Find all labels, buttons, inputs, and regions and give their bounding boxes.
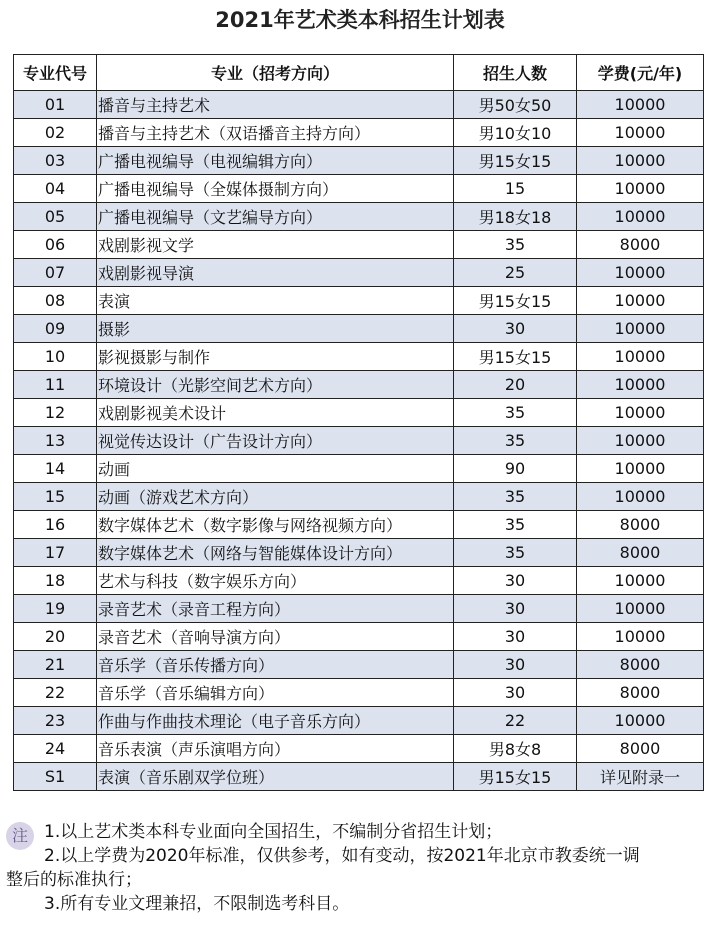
table-header-row xyxy=(14,55,704,91)
table-row xyxy=(14,763,704,791)
cell-code: 05 xyxy=(14,203,97,231)
cell-tuition: 10000 xyxy=(577,315,704,343)
cell-major: 视觉传达设计（广告设计方向） xyxy=(97,427,454,455)
cell-quota: 男15女15 xyxy=(454,287,577,315)
cell-code: 06 xyxy=(14,231,97,259)
cell-code: 19 xyxy=(14,595,97,623)
cell-code: 16 xyxy=(14,511,97,539)
cell-major: 广播电视编导（全媒体摄制方向） xyxy=(97,175,454,203)
cell-major: 音乐学（音乐传播方向） xyxy=(97,651,454,679)
cell-tuition: 10000 xyxy=(577,427,704,455)
cell-tuition: 8000 xyxy=(577,679,704,707)
header-code: 专业代号 xyxy=(14,55,97,91)
cell-code: 11 xyxy=(14,371,97,399)
table-row xyxy=(14,483,704,511)
cell-major: 播音与主持艺术 xyxy=(97,91,454,119)
enrollment-table xyxy=(13,54,704,791)
cell-quota: 男15女15 xyxy=(454,147,577,175)
table-row xyxy=(14,287,704,315)
cell-code: 03 xyxy=(14,147,97,175)
cell-tuition: 详见附录一 xyxy=(577,763,704,791)
cell-tuition: 10000 xyxy=(577,483,704,511)
cell-tuition: 10000 xyxy=(577,175,704,203)
table-row xyxy=(14,455,704,483)
cell-major: 戏剧影视导演 xyxy=(97,259,454,287)
cell-code: 08 xyxy=(14,287,97,315)
table-row xyxy=(14,539,704,567)
cell-code: 24 xyxy=(14,735,97,763)
cell-major: 录音艺术（音响导演方向） xyxy=(97,623,454,651)
table-row xyxy=(14,651,704,679)
table-row xyxy=(14,231,704,259)
table-row xyxy=(14,91,704,119)
note-badge-icon: 注 xyxy=(6,822,34,850)
page-title: 2021年艺术类本科招生计划表 xyxy=(215,8,505,32)
cell-tuition: 8000 xyxy=(577,539,704,567)
cell-major: 数字媒体艺术（数字影像与网络视频方向） xyxy=(97,511,454,539)
table-row xyxy=(14,427,704,455)
cell-quota: 35 xyxy=(454,427,577,455)
cell-tuition: 10000 xyxy=(577,287,704,315)
cell-quota: 男50女50 xyxy=(454,91,577,119)
table-row xyxy=(14,119,704,147)
cell-code: 21 xyxy=(14,651,97,679)
notes xyxy=(6,820,716,916)
table-row xyxy=(14,679,704,707)
cell-quota: 25 xyxy=(454,259,577,287)
cell-tuition: 8000 xyxy=(577,231,704,259)
header-tuition: 学费(元/年) xyxy=(577,55,704,91)
cell-major: 摄影 xyxy=(97,315,454,343)
cell-code: 01 xyxy=(14,91,97,119)
cell-major: 音乐学（音乐编辑方向） xyxy=(97,679,454,707)
cell-quota: 30 xyxy=(454,595,577,623)
header-quota: 招生人数 xyxy=(454,55,577,91)
cell-code: 13 xyxy=(14,427,97,455)
note-line: 1.以上艺术类本科专业面向全国招生，不编制分省招生计划； xyxy=(44,822,503,842)
cell-tuition: 10000 xyxy=(577,203,704,231)
cell-quota: 男15女15 xyxy=(454,763,577,791)
cell-tuition: 8000 xyxy=(577,651,704,679)
table-row xyxy=(14,315,704,343)
cell-tuition: 10000 xyxy=(577,399,704,427)
cell-major: 广播电视编导（电视编辑方向） xyxy=(97,147,454,175)
cell-tuition: 10000 xyxy=(577,147,704,175)
cell-quota: 90 xyxy=(454,455,577,483)
cell-code: 14 xyxy=(14,455,97,483)
note-line: 整后的标准执行； xyxy=(6,870,142,890)
table-row xyxy=(14,567,704,595)
table-row xyxy=(14,707,704,735)
cell-quota: 22 xyxy=(454,707,577,735)
cell-quota: 30 xyxy=(454,623,577,651)
cell-tuition: 10000 xyxy=(577,371,704,399)
cell-major: 影视摄影与制作 xyxy=(97,343,454,371)
table-row xyxy=(14,259,704,287)
cell-quota: 男18女18 xyxy=(454,203,577,231)
cell-code: 07 xyxy=(14,259,97,287)
cell-code: 22 xyxy=(14,679,97,707)
cell-quota: 30 xyxy=(454,679,577,707)
table-row xyxy=(14,203,704,231)
cell-major: 作曲与作曲技术理论（电子音乐方向） xyxy=(97,707,454,735)
cell-tuition: 10000 xyxy=(577,343,704,371)
cell-tuition: 8000 xyxy=(577,735,704,763)
cell-major: 表演 xyxy=(97,287,454,315)
note-line: 3.所有专业文理兼招，不限制选考科目。 xyxy=(44,894,350,914)
cell-tuition: 8000 xyxy=(577,511,704,539)
cell-major: 播音与主持艺术（双语播音主持方向） xyxy=(97,119,454,147)
table-row xyxy=(14,735,704,763)
cell-quota: 30 xyxy=(454,315,577,343)
cell-major: 表演（音乐剧双学位班） xyxy=(97,763,454,791)
cell-major: 环境设计（光影空间艺术方向） xyxy=(97,371,454,399)
cell-major: 录音艺术（录音工程方向） xyxy=(97,595,454,623)
cell-major: 广播电视编导（文艺编导方向） xyxy=(97,203,454,231)
table-row xyxy=(14,343,704,371)
cell-code: 04 xyxy=(14,175,97,203)
cell-tuition: 10000 xyxy=(577,119,704,147)
cell-quota: 30 xyxy=(454,567,577,595)
table-row xyxy=(14,371,704,399)
cell-code: 18 xyxy=(14,567,97,595)
cell-quota: 15 xyxy=(454,175,577,203)
note-line: 2.以上学费为2020年标准，仅供参考，如有变动，按2021年北京市教委统一调 xyxy=(44,846,640,866)
cell-code: 17 xyxy=(14,539,97,567)
table-row xyxy=(14,175,704,203)
cell-code: 09 xyxy=(14,315,97,343)
cell-code: 10 xyxy=(14,343,97,371)
cell-quota: 30 xyxy=(454,651,577,679)
cell-major: 动画 xyxy=(97,455,454,483)
cell-quota: 35 xyxy=(454,483,577,511)
cell-code: S1 xyxy=(14,763,97,791)
cell-tuition: 10000 xyxy=(577,567,704,595)
table-row xyxy=(14,595,704,623)
cell-code: 20 xyxy=(14,623,97,651)
header-major: 专业（招考方向） xyxy=(97,55,454,91)
table-row xyxy=(14,147,704,175)
table-row xyxy=(14,623,704,651)
cell-major: 艺术与科技（数字娱乐方向） xyxy=(97,567,454,595)
cell-quota: 20 xyxy=(454,371,577,399)
cell-tuition: 10000 xyxy=(577,455,704,483)
cell-quota: 35 xyxy=(454,539,577,567)
cell-major: 动画（游戏艺术方向） xyxy=(97,483,454,511)
cell-code: 15 xyxy=(14,483,97,511)
table-row xyxy=(14,511,704,539)
cell-code: 23 xyxy=(14,707,97,735)
table-row xyxy=(14,399,704,427)
cell-quota: 35 xyxy=(454,231,577,259)
cell-quota: 35 xyxy=(454,511,577,539)
cell-major: 戏剧影视文学 xyxy=(97,231,454,259)
cell-major: 音乐表演（声乐演唱方向） xyxy=(97,735,454,763)
cell-tuition: 10000 xyxy=(577,707,704,735)
cell-quota: 男10女10 xyxy=(454,119,577,147)
cell-code: 02 xyxy=(14,119,97,147)
cell-quota: 35 xyxy=(454,399,577,427)
cell-major: 戏剧影视美术设计 xyxy=(97,399,454,427)
cell-major: 数字媒体艺术（网络与智能媒体设计方向） xyxy=(97,539,454,567)
cell-tuition: 10000 xyxy=(577,595,704,623)
cell-tuition: 10000 xyxy=(577,91,704,119)
cell-quota: 男8女8 xyxy=(454,735,577,763)
cell-quota: 男15女15 xyxy=(454,343,577,371)
cell-tuition: 10000 xyxy=(577,259,704,287)
cell-tuition: 10000 xyxy=(577,623,704,651)
cell-code: 12 xyxy=(14,399,97,427)
